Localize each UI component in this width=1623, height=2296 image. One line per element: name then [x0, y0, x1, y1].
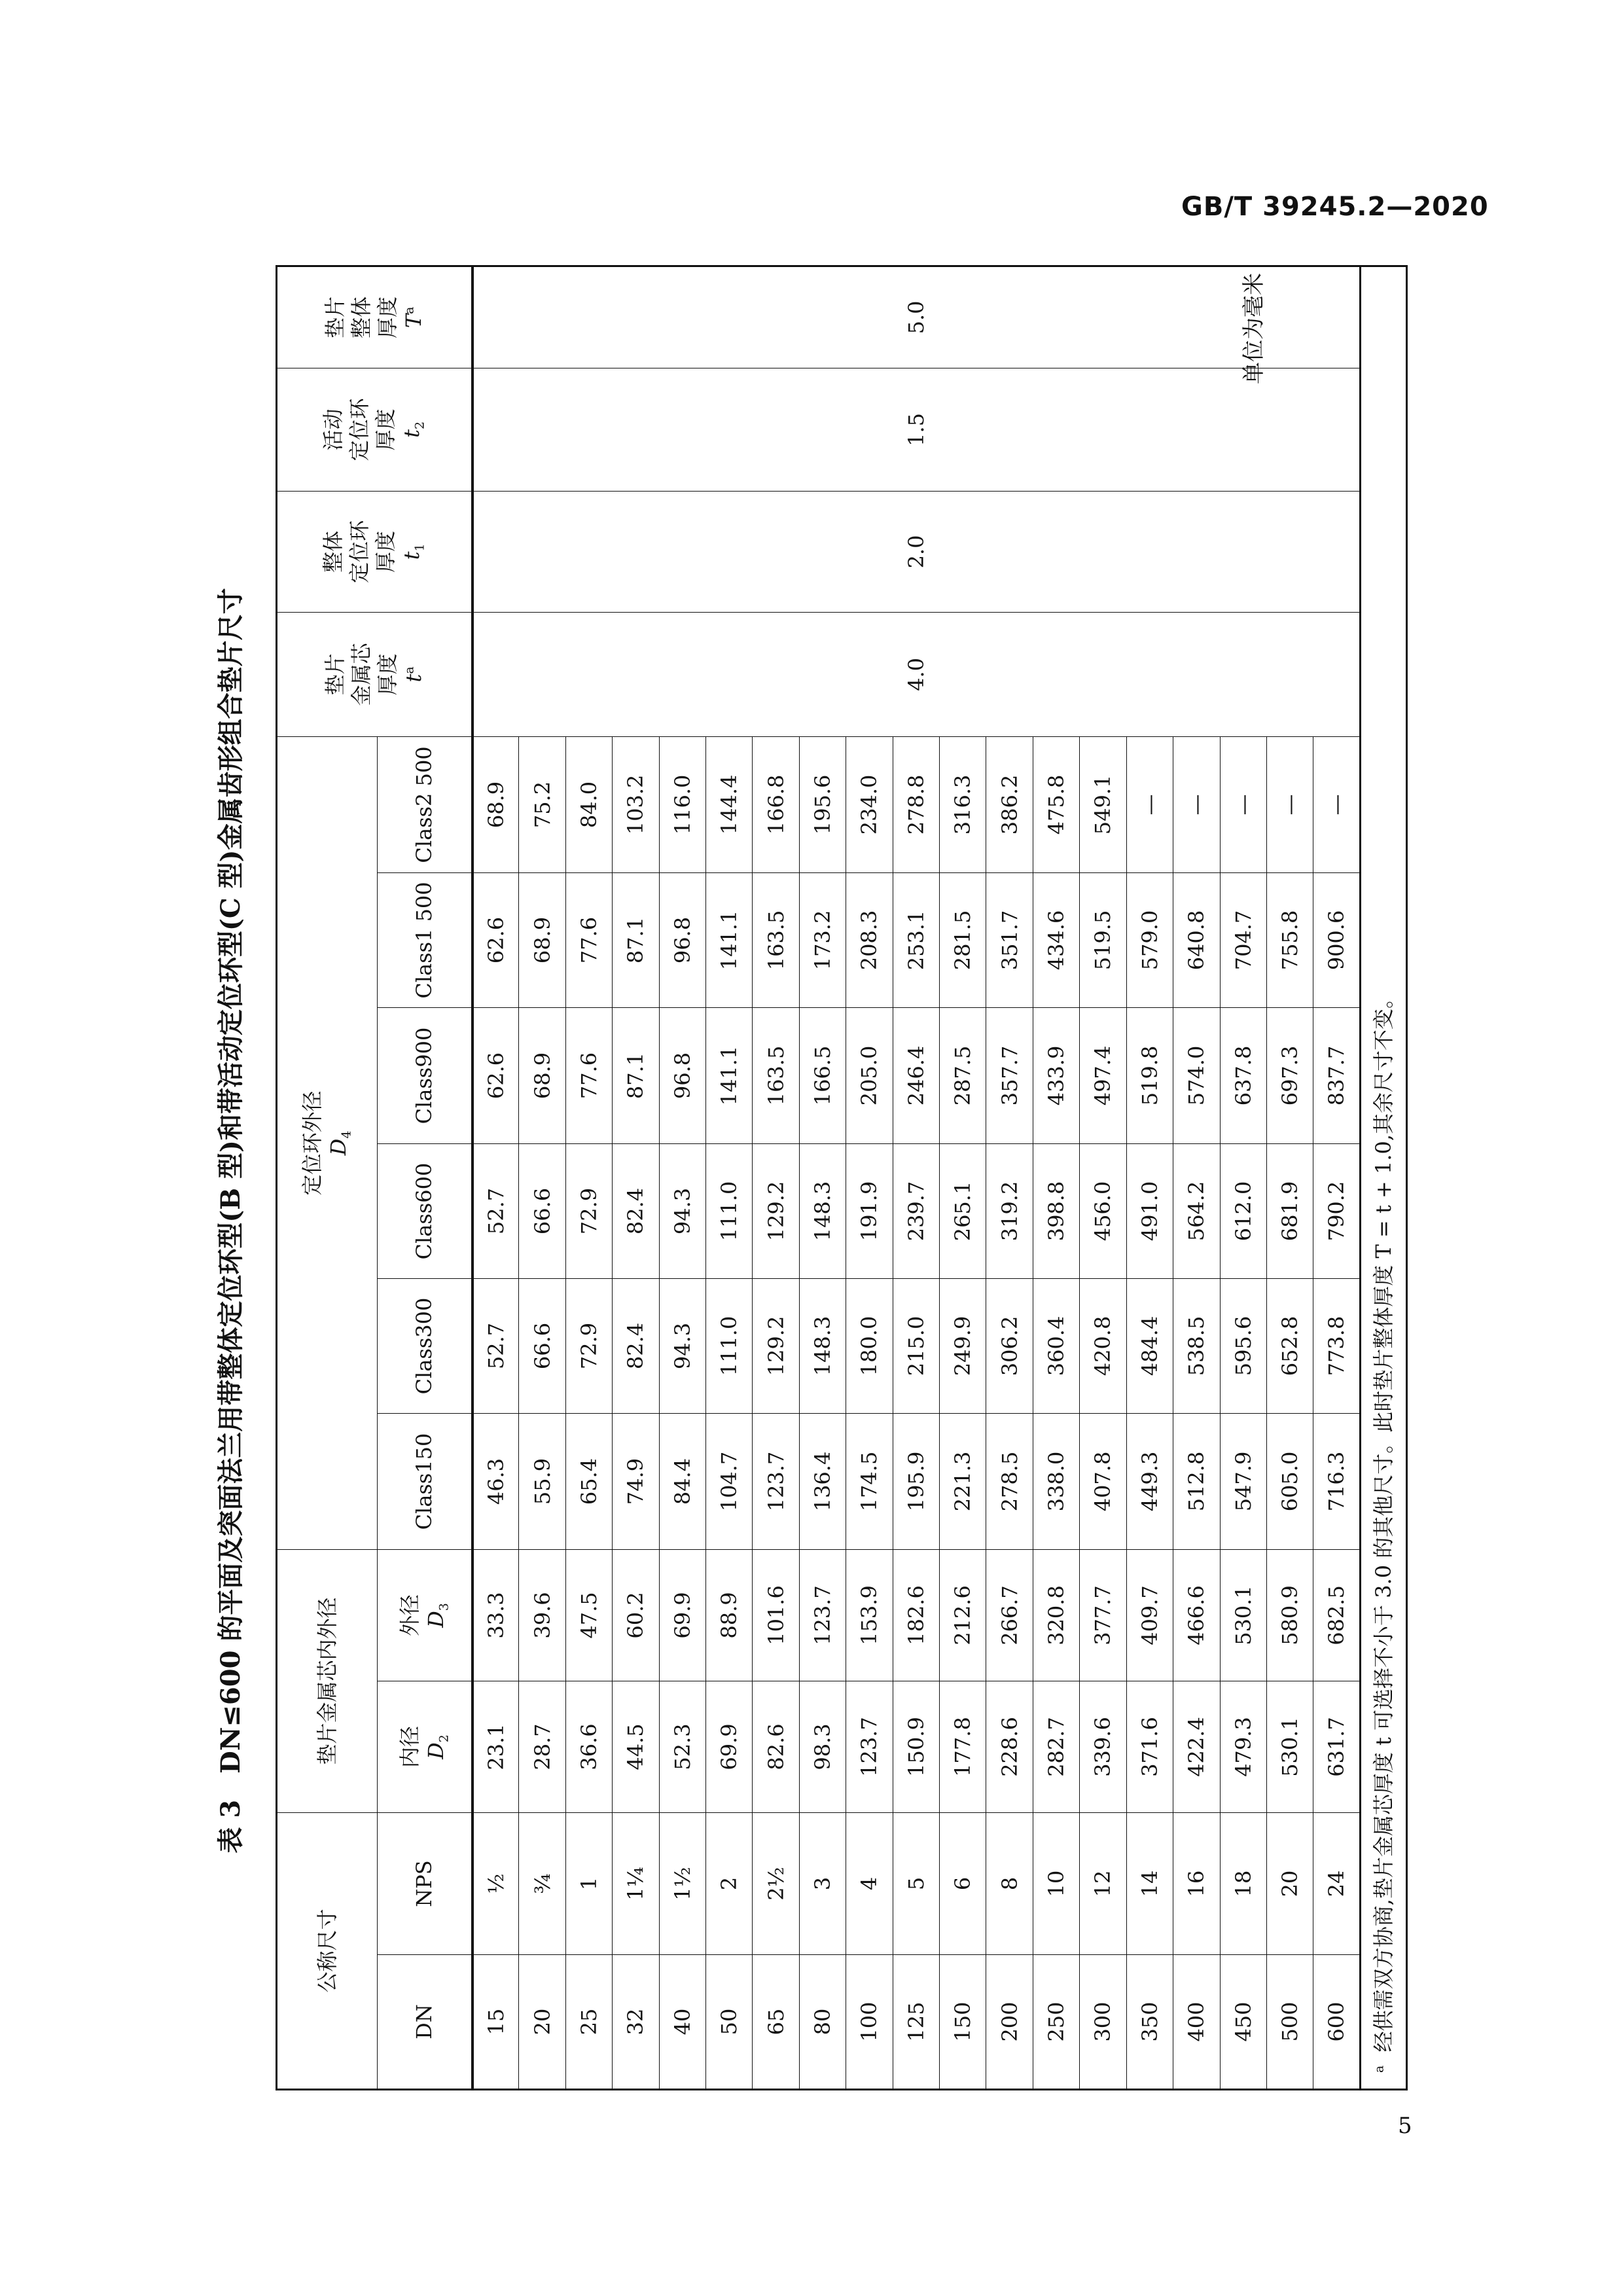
cell-class300: 249.9: [940, 1278, 986, 1413]
ring-od-sub: 4: [339, 1130, 354, 1139]
subscript: 3: [437, 1603, 452, 1611]
cell-class2500: 144.4: [706, 736, 753, 872]
cell-nps: ½: [473, 1812, 519, 1954]
header-class2500: Class2 500: [378, 736, 473, 872]
cell-class2500: —: [1313, 736, 1361, 872]
cell-nps: ¾: [519, 1812, 565, 1954]
cell-dn: 200: [986, 1955, 1033, 2090]
cell-class600: 129.2: [753, 1143, 799, 1278]
subscript: 1: [412, 543, 427, 552]
symbol: t: [401, 673, 426, 683]
table-title: 表 3 DN≤600 的平面及突面法兰用带整体定位环型(B 型)和带活动定位环型(C 型)金属齿形组合垫片尺寸: [215, 588, 246, 1854]
cell-inner-d2: 177.8: [940, 1681, 986, 1812]
cell-nps: 16: [1173, 1812, 1220, 1954]
cell-class300: 360.4: [1033, 1278, 1079, 1413]
header-line: 厚度: [374, 653, 400, 696]
cell-nps: 20: [1266, 1812, 1313, 1954]
cell-inner-d2: 44.5: [613, 1681, 659, 1812]
cell-class600: 94.3: [659, 1143, 705, 1278]
cell-inner-d2: 371.6: [1126, 1681, 1173, 1812]
header-movable-ring-thickness: [277, 368, 473, 491]
header-line: 垫片: [322, 296, 348, 338]
cell-class150: 65.4: [565, 1413, 612, 1549]
cell-class2500: —: [1173, 736, 1220, 872]
cell-class600: 66.6: [519, 1143, 565, 1278]
cell-class1500: 755.8: [1266, 872, 1313, 1007]
cell-class900: 837.7: [1313, 1007, 1361, 1143]
cell-inner-d2: 23.1: [473, 1681, 519, 1812]
cell-class300: 538.5: [1173, 1278, 1220, 1413]
cell-inner-d2: 82.6: [753, 1681, 799, 1812]
cell-class2500: —: [1266, 736, 1313, 872]
header-nominal-size: 公称尺寸: [277, 1812, 378, 2089]
header-line: 定位环: [347, 398, 372, 461]
cell-class2500: 316.3: [940, 736, 986, 872]
cell-class2500: —: [1126, 736, 1173, 872]
cell-outer-d3: 266.7: [986, 1549, 1033, 1681]
cell-class1500: 68.9: [519, 872, 565, 1007]
cell-outer-d3: 60.2: [613, 1549, 659, 1681]
cell-dn: 450: [1220, 1955, 1266, 2090]
cell-dn: 50: [706, 1955, 753, 2090]
gasket-dimension-table: [276, 265, 1408, 2090]
subscript: 2: [437, 1734, 452, 1743]
cell-class150: 84.4: [659, 1413, 705, 1549]
cell-class150: 449.3: [1126, 1413, 1173, 1549]
cell-class300: 215.0: [893, 1278, 939, 1413]
cell-class900: 287.5: [940, 1007, 986, 1143]
cell-outer-d3: 47.5: [565, 1549, 612, 1681]
cell-outer-d3: 153.9: [846, 1549, 893, 1681]
cell-class300: 180.0: [846, 1278, 893, 1413]
footnote-mark: a: [1372, 2065, 1387, 2073]
cell-class2500: 195.6: [799, 736, 846, 872]
header-line: 整体: [321, 530, 346, 573]
cell-class300: 306.2: [986, 1278, 1033, 1413]
header-line: 整体: [348, 296, 374, 338]
cell-class300: 148.3: [799, 1278, 846, 1413]
cell-class300: 82.4: [613, 1278, 659, 1413]
cell-class900: 166.5: [799, 1007, 846, 1143]
cell-dn: 100: [846, 1955, 893, 2090]
core-thickness-value: 4.0: [473, 612, 1361, 736]
cell-outer-d3: 88.9: [706, 1549, 753, 1681]
cell-class2500: 116.0: [659, 736, 705, 872]
cell-dn: 40: [659, 1955, 705, 2090]
cell-outer-d3: 33.3: [473, 1549, 519, 1681]
cell-class1500: 96.8: [659, 872, 705, 1007]
cell-inner-d2: 282.7: [1033, 1681, 1079, 1812]
cell-class1500: 141.1: [706, 872, 753, 1007]
total-thickness-value: 5.0: [473, 266, 1361, 368]
cell-class900: 519.8: [1126, 1007, 1173, 1143]
cell-class2500: 386.2: [986, 736, 1033, 872]
cell-outer-d3: 320.8: [1033, 1549, 1079, 1681]
cell-class600: 239.7: [893, 1143, 939, 1278]
cell-outer-d3: 101.6: [753, 1549, 799, 1681]
cell-class600: 265.1: [940, 1143, 986, 1278]
cell-class150: 46.3: [473, 1413, 519, 1549]
cell-inner-d2: 422.4: [1173, 1681, 1220, 1812]
header-total-thickness: [277, 266, 473, 368]
movable-ring-thickness-value: 1.5: [473, 368, 1361, 491]
cell-outer-d3: 377.7: [1080, 1549, 1126, 1681]
header-line: 厚度: [373, 530, 399, 573]
cell-nps: 2½: [753, 1812, 799, 1954]
cell-class1500: 281.5: [940, 872, 986, 1007]
cell-class600: 319.2: [986, 1143, 1033, 1278]
document-code: GB/T 39245.2—2020: [1181, 192, 1489, 222]
cell-class1500: 208.3: [846, 872, 893, 1007]
cell-dn: 150: [940, 1955, 986, 2090]
table-footnote: [1361, 266, 1407, 2089]
ring-od-label: 定位环外径: [300, 1090, 325, 1196]
page-number: 5: [1398, 2113, 1412, 2139]
cell-class1500: 163.5: [753, 872, 799, 1007]
cell-class2500: 549.1: [1080, 736, 1126, 872]
cell-class150: 174.5: [846, 1413, 893, 1549]
cell-inner-d2: 98.3: [799, 1681, 846, 1812]
cell-outer-d3: 182.6: [893, 1549, 939, 1681]
cell-class600: 191.9: [846, 1143, 893, 1278]
cell-class300: 595.6: [1220, 1278, 1266, 1413]
symbol: T: [401, 314, 426, 329]
cell-class150: 221.3: [940, 1413, 986, 1549]
cell-class1500: 704.7: [1220, 872, 1266, 1007]
footnote-mark: a: [402, 306, 417, 314]
gasket-dimension-table-wrapper: [276, 267, 1408, 2090]
symbol: D: [423, 1742, 448, 1759]
cell-class150: 512.8: [1173, 1413, 1220, 1549]
header-line: 外径: [397, 1594, 422, 1636]
header-class600: Class600: [378, 1143, 473, 1278]
cell-class900: 697.3: [1266, 1007, 1313, 1143]
header-ring-od: [277, 736, 378, 1549]
cell-class900: 497.4: [1080, 1007, 1126, 1143]
cell-class150: 104.7: [706, 1413, 753, 1549]
header-dn: DN: [378, 1955, 473, 2090]
cell-class2500: 166.8: [753, 736, 799, 872]
cell-class600: 398.8: [1033, 1143, 1079, 1278]
cell-class1500: 253.1: [893, 872, 939, 1007]
cell-dn: 250: [1033, 1955, 1079, 2090]
cell-outer-d3: 580.9: [1266, 1549, 1313, 1681]
header-inner-diameter: [378, 1681, 473, 1812]
unit-note: 单位为毫米: [1241, 273, 1267, 384]
cell-class1500: 519.5: [1080, 872, 1126, 1007]
cell-dn: 65: [753, 1955, 799, 2090]
integral-ring-thickness-value: 2.0: [473, 491, 1361, 612]
cell-class2500: —: [1220, 736, 1266, 872]
cell-nps: 5: [893, 1812, 939, 1954]
cell-nps: 4: [846, 1812, 893, 1954]
cell-class1500: 900.6: [1313, 872, 1361, 1007]
cell-outer-d3: 123.7: [799, 1549, 846, 1681]
header-class300: Class300: [378, 1278, 473, 1413]
cell-class900: 637.8: [1220, 1007, 1266, 1143]
cell-outer-d3: 409.7: [1126, 1549, 1173, 1681]
symbol: D: [423, 1611, 448, 1628]
cell-class600: 681.9: [1266, 1143, 1313, 1278]
cell-dn: 20: [519, 1955, 565, 2090]
cell-class1500: 579.0: [1126, 872, 1173, 1007]
symbol: t: [399, 551, 425, 560]
cell-class900: 96.8: [659, 1007, 705, 1143]
symbol: t: [399, 429, 425, 438]
cell-inner-d2: 631.7: [1313, 1681, 1361, 1812]
cell-class150: 407.8: [1080, 1413, 1126, 1549]
cell-outer-d3: 682.5: [1313, 1549, 1361, 1681]
cell-class150: 605.0: [1266, 1413, 1313, 1549]
cell-nps: 14: [1126, 1812, 1173, 1954]
cell-class300: 652.8: [1266, 1278, 1313, 1413]
cell-class1500: 640.8: [1173, 872, 1220, 1007]
cell-inner-d2: 69.9: [706, 1681, 753, 1812]
cell-dn: 80: [799, 1955, 846, 2090]
cell-class150: 278.5: [986, 1413, 1033, 1549]
cell-nps: 8: [986, 1812, 1033, 1954]
cell-class300: 111.0: [706, 1278, 753, 1413]
cell-class300: 484.4: [1126, 1278, 1173, 1413]
cell-class150: 547.9: [1220, 1413, 1266, 1549]
cell-inner-d2: 479.3: [1220, 1681, 1266, 1812]
header-line: 内径: [397, 1725, 422, 1768]
cell-class300: 52.7: [473, 1278, 519, 1413]
cell-class900: 163.5: [753, 1007, 799, 1143]
cell-class900: 205.0: [846, 1007, 893, 1143]
cell-outer-d3: 212.6: [940, 1549, 986, 1681]
cell-inner-d2: 52.3: [659, 1681, 705, 1812]
cell-nps: 18: [1220, 1812, 1266, 1954]
cell-class150: 338.0: [1033, 1413, 1079, 1549]
header-core-thickness: [277, 612, 473, 736]
cell-inner-d2: 123.7: [846, 1681, 893, 1812]
cell-class600: 612.0: [1220, 1143, 1266, 1278]
header-line: 定位环: [347, 520, 372, 583]
cell-class300: 72.9: [565, 1278, 612, 1413]
footnote-text: 经供需双方协商,垫片金属芯厚度 t 可选择不小于 3.0 的其他尺寸。此时垫片整体厚度 T = t + 1.0,其余尺寸不变。: [1371, 987, 1396, 2053]
cell-class900: 246.4: [893, 1007, 939, 1143]
ring-od-symbol: D: [326, 1138, 351, 1156]
cell-dn: 600: [1313, 1955, 1361, 2090]
header-line: 垫片: [322, 653, 348, 696]
cell-nps: 1: [565, 1812, 612, 1954]
cell-class600: 72.9: [565, 1143, 612, 1278]
cell-outer-d3: 39.6: [519, 1549, 565, 1681]
cell-class300: 420.8: [1080, 1278, 1126, 1413]
cell-class300: 66.6: [519, 1278, 565, 1413]
cell-outer-d3: 69.9: [659, 1549, 705, 1681]
cell-nps: 3: [799, 1812, 846, 1954]
header-outer-diameter: [378, 1549, 473, 1681]
table-row: [473, 266, 519, 2089]
cell-class2500: 103.2: [613, 736, 659, 872]
header-line: 活动: [321, 408, 346, 451]
cell-nps: 24: [1313, 1812, 1361, 1954]
cell-nps: 10: [1033, 1812, 1079, 1954]
cell-class600: 148.3: [799, 1143, 846, 1278]
cell-class1500: 77.6: [565, 872, 612, 1007]
subscript: 2: [412, 421, 427, 430]
cell-dn: 15: [473, 1955, 519, 2090]
cell-dn: 350: [1126, 1955, 1173, 2090]
cell-class1500: 434.6: [1033, 872, 1079, 1007]
cell-outer-d3: 530.1: [1220, 1549, 1266, 1681]
table-body: [473, 266, 1361, 2089]
cell-class150: 716.3: [1313, 1413, 1361, 1549]
cell-class2500: 278.8: [893, 736, 939, 872]
cell-nps: 2: [706, 1812, 753, 1954]
cell-nps: 12: [1080, 1812, 1126, 1954]
cell-class150: 123.7: [753, 1413, 799, 1549]
cell-class600: 790.2: [1313, 1143, 1361, 1278]
cell-nps: 1½: [659, 1812, 705, 1954]
cell-dn: 500: [1266, 1955, 1313, 2090]
cell-outer-d3: 466.6: [1173, 1549, 1220, 1681]
cell-class900: 357.7: [986, 1007, 1033, 1143]
cell-nps: 1¼: [613, 1812, 659, 1954]
header-line: 厚度: [374, 296, 400, 338]
cell-class300: 129.2: [753, 1278, 799, 1413]
cell-class600: 564.2: [1173, 1143, 1220, 1278]
cell-class600: 82.4: [613, 1143, 659, 1278]
cell-class900: 574.0: [1173, 1007, 1220, 1143]
cell-class2500: 84.0: [565, 736, 612, 872]
header-integral-ring-thickness: [277, 491, 473, 612]
cell-class2500: 68.9: [473, 736, 519, 872]
header-line: 厚度: [373, 408, 399, 451]
cell-dn: 32: [613, 1955, 659, 2090]
cell-class150: 195.9: [893, 1413, 939, 1549]
cell-nps: 6: [940, 1812, 986, 1954]
cell-inner-d2: 228.6: [986, 1681, 1033, 1812]
cell-inner-d2: 530.1: [1266, 1681, 1313, 1812]
cell-inner-d2: 150.9: [893, 1681, 939, 1812]
cell-class1500: 173.2: [799, 872, 846, 1007]
header-class150: Class150: [378, 1413, 473, 1549]
cell-inner-d2: 36.6: [565, 1681, 612, 1812]
cell-inner-d2: 28.7: [519, 1681, 565, 1812]
header-class1500: Class1 500: [378, 872, 473, 1007]
cell-dn: 300: [1080, 1955, 1126, 2090]
footnote-mark: a: [402, 666, 417, 674]
cell-class2500: 234.0: [846, 736, 893, 872]
cell-class2500: 75.2: [519, 736, 565, 872]
header-nps: NPS: [378, 1812, 473, 1954]
cell-class1500: 62.6: [473, 872, 519, 1007]
cell-class900: 87.1: [613, 1007, 659, 1143]
cell-class600: 52.7: [473, 1143, 519, 1278]
cell-class1500: 87.1: [613, 872, 659, 1007]
cell-class900: 77.6: [565, 1007, 612, 1143]
cell-class300: 773.8: [1313, 1278, 1361, 1413]
cell-dn: 400: [1173, 1955, 1220, 2090]
cell-dn: 125: [893, 1955, 939, 2090]
cell-class900: 62.6: [473, 1007, 519, 1143]
cell-class600: 111.0: [706, 1143, 753, 1278]
cell-class2500: 475.8: [1033, 736, 1079, 872]
cell-inner-d2: 339.6: [1080, 1681, 1126, 1812]
header-line: 金属芯: [348, 643, 374, 706]
cell-class150: 74.9: [613, 1413, 659, 1549]
cell-class600: 456.0: [1080, 1143, 1126, 1278]
cell-class900: 141.1: [706, 1007, 753, 1143]
cell-class900: 68.9: [519, 1007, 565, 1143]
cell-class900: 433.9: [1033, 1007, 1079, 1143]
header-class900: Class900: [378, 1007, 473, 1143]
cell-class600: 491.0: [1126, 1143, 1173, 1278]
cell-dn: 25: [565, 1955, 612, 2090]
header-core-diameters: 垫片金属芯内外径: [277, 1549, 378, 1812]
cell-class1500: 351.7: [986, 872, 1033, 1007]
cell-class150: 136.4: [799, 1413, 846, 1549]
cell-class300: 94.3: [659, 1278, 705, 1413]
cell-class150: 55.9: [519, 1413, 565, 1549]
